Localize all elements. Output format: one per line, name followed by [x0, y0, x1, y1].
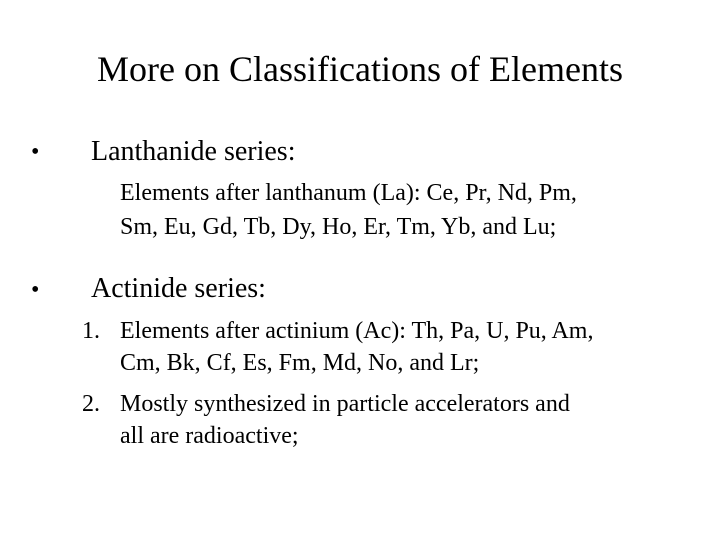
item-number: 2.: [82, 391, 100, 417]
bullet-marker: •: [31, 277, 40, 303]
item-number: 1.: [82, 318, 100, 344]
bullet-heading-lanthanide: Lanthanide series:: [91, 136, 296, 167]
actinide-item-1-line-1: Elements after actinium (Ac): Th, Pa, U, Pu, Am,: [120, 318, 594, 344]
actinide-item-2-line-1: Mostly synthesized in particle accelerators and: [120, 391, 570, 417]
actinide-item-2-line-2: all are radioactive;: [120, 423, 299, 449]
lanthanide-body-line-2: Sm, Eu, Gd, Tb, Dy, Ho, Er, Tm, Yb, and Lu;: [120, 214, 557, 240]
slide-title: More on Classifications of Elements: [97, 49, 623, 89]
lanthanide-body-line-1: Elements after lanthanum (La): Ce, Pr, Nd, Pm,: [120, 180, 577, 206]
actinide-item-1-line-2: Cm, Bk, Cf, Es, Fm, Md, No, and Lr;: [120, 350, 480, 376]
bullet-heading-actinide: Actinide series:: [91, 273, 266, 304]
bullet-marker: •: [31, 139, 40, 165]
